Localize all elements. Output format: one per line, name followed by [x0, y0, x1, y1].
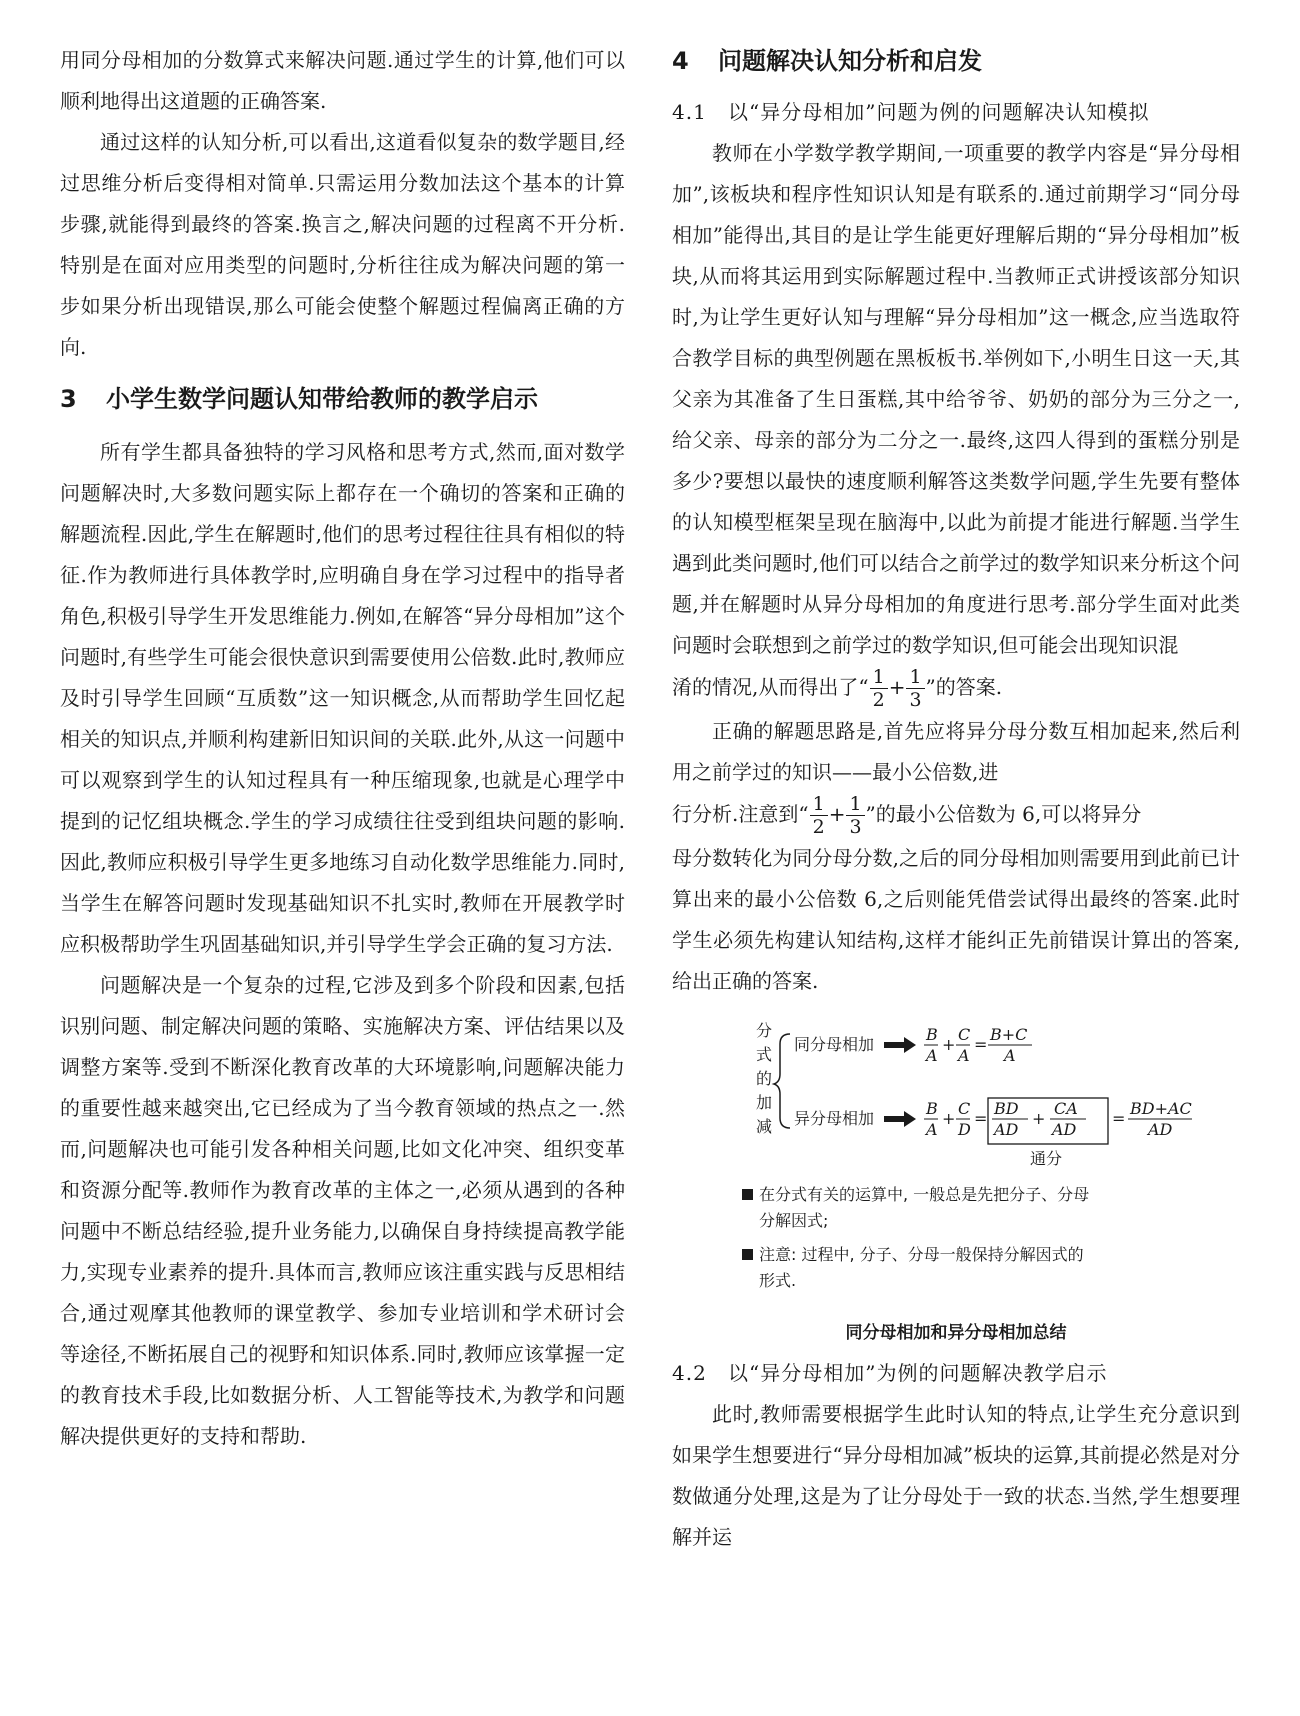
subsection-title: 以“异分母相加”为例的问题解决教学启示	[728, 1361, 1108, 1385]
side-label-char: 式	[756, 1045, 773, 1064]
tongfen-label: 通分	[1030, 1149, 1063, 1168]
side-label-char: 分	[756, 1021, 773, 1040]
row-label-same-denominator: 同分母相加	[794, 1035, 875, 1054]
denominator: AD	[1052, 1120, 1077, 1139]
brace-icon	[774, 1034, 790, 1128]
arrow-icon	[884, 1037, 916, 1053]
text-run: 行分析.注意到“	[672, 802, 809, 826]
denominator: A	[958, 1046, 970, 1065]
numerator: CA	[1054, 1099, 1078, 1118]
equals-sign: =	[1112, 1109, 1126, 1128]
denominator: 3	[849, 816, 862, 838]
numerator: BD+AC	[1130, 1099, 1192, 1118]
paragraph: 通过这样的认知分析,可以看出,这道看似复杂的数学题目,经过思维分析后变得相对简单.只需运用分数加法这个基本的计算步骤,就能得到最终的答案.换言之,解决问题的过程离不开分析.特别是在面对应用类型的问题时,分析往往成为解决问题的第一步如果分析出现错误,那么可能会使整个解题过程偏离正确的方向.	[60, 130, 625, 359]
arrow-icon	[884, 1111, 916, 1127]
plus-sign: +	[1032, 1109, 1046, 1128]
denominator: 3	[909, 689, 922, 711]
numerator: B	[926, 1099, 938, 1118]
section-title: 小学生数学问题认知带给教师的教学启示	[106, 385, 538, 413]
equals-sign: =	[974, 1109, 988, 1128]
numerator: BD	[994, 1099, 1019, 1118]
fraction	[846, 793, 864, 838]
section-heading-4	[672, 40, 1240, 82]
fraction	[810, 793, 828, 838]
section-heading-3	[60, 378, 625, 420]
figure-caption: 同分母相加和异分母相加总结	[845, 1323, 1067, 1343]
numerator: B+C	[990, 1025, 1028, 1044]
subsection-heading-4-1	[672, 94, 1240, 131]
text-run: ”的答案.	[925, 675, 1003, 699]
numerator: 1	[846, 793, 864, 816]
square-bullet-icon	[742, 1189, 753, 1200]
denominator: 2	[812, 816, 825, 838]
note-text: 在分式有关的运算中, 一般总是先把分子、分母分解因式;	[759, 1185, 1090, 1230]
side-label-char: 的	[756, 1069, 773, 1088]
paragraph: 教师在小学数学教学期间,一项重要的教学内容是“异分母相加”,该板块和程序性知识认知是有联系的.通过前期学习“同分母相加”能得出,其目的是让学生能更好理解后期的“异分母相加”板块,从而将其运用到实际解题过程中.当教师正式讲授该部分知识时,为让学生更好认知与理解“异分母相加”这一概念,应当选取符合教学目标的典型例题在黑板板书.举例如下,小明生日这一天,其父亲为其准备了生日蛋糕,其中给爷爷、奶奶的部分为三分之一,给父亲、母亲的部分为二分之一.最终,这四人得到的蛋糕分别是多少?要想以最快的速度顺利解答这类数学问题,学生先要有整体的认知模型框架呈现在脑海中,以此为前提才能进行解题.当学生遇到此类问题时,他们可以结合之前学过的数学知识来分析这个问题,并在解题时从异分母相加的角度进行思考.部分学生面对此类问题时会联想到之前学过的数学知识,但可能会出现知识混	[672, 141, 1240, 657]
denominator: A	[926, 1120, 938, 1139]
note-text: 注意: 过程中, 分子、分母一般保持分解因式的形式.	[759, 1245, 1084, 1290]
side-label-char: 加	[756, 1093, 773, 1112]
square-bullet-icon	[742, 1249, 753, 1260]
numerator: 1	[810, 793, 828, 816]
side-label-char: 减	[756, 1117, 773, 1136]
subsection-number: 4.2	[672, 1361, 707, 1385]
plus-sign: +	[888, 675, 906, 699]
fraction	[870, 666, 888, 711]
denominator: D	[958, 1120, 971, 1139]
denominator: AD	[1148, 1120, 1173, 1139]
section-number: 3	[60, 385, 77, 413]
plus-sign: +	[942, 1109, 956, 1128]
row-label-different-denominator: 异分母相加	[794, 1109, 875, 1128]
note-item	[742, 1182, 1240, 1234]
fraction	[906, 666, 924, 711]
subsection-title: 以“异分母相加”问题为例的问题解决认知模拟	[728, 100, 1150, 124]
fraction-diagram	[672, 1012, 1240, 1182]
denominator: A	[926, 1046, 938, 1065]
paragraph: 母分数转化为同分母分数,之后的同分母相加则需要用到此前已计算出来的最小公倍数 6,之后则能凭借尝试得出最终的答案.此时学生必须先构建认知结构,这样才能纠正先前错误计算出的答案,给出正确的答案.	[672, 846, 1240, 993]
denominator: AD	[994, 1120, 1019, 1139]
fraction-summary-figure	[672, 1012, 1240, 1294]
numerator: 1	[906, 666, 924, 689]
numerator: 1	[870, 666, 888, 689]
paragraph-with-fraction	[672, 793, 1240, 838]
numerator: C	[958, 1025, 971, 1044]
note-item	[742, 1242, 1240, 1294]
equation-same-denominator	[924, 1025, 1032, 1065]
section-title: 问题解决认知分析和启发	[718, 47, 982, 75]
subsection-heading-4-2	[672, 1355, 1240, 1392]
text-run: ”的最小公倍数为 6,可以将异分	[865, 802, 1142, 826]
denominator: A	[1004, 1046, 1016, 1065]
paragraph: 此时,教师需要根据学生此时认知的特点,让学生充分意识到如果学生想要进行“异分母相加减”板块的运算,其前提必然是对分数做通分处理,这是为了让分母处于一致的状态.当然,学生想要理解并运	[672, 1402, 1240, 1549]
plus-sign: +	[942, 1035, 956, 1054]
subsection-number: 4.1	[672, 100, 707, 124]
right-column	[672, 40, 1240, 1558]
paragraph: 问题解决是一个复杂的过程,它涉及到多个阶段和因素,包括识别问题、制定解决问题的策略、实施解决方案、评估结果以及调整方案等.受到不断深化教育改革的大环境影响,问题解决能力的重要性越来越突出,它已经成为了当今教育领域的热点之一.然而,问题解决也可能引发各种相关问题,比如文化冲突、组织变革和资源分配等.教师作为教育改革的主体之一,必须从遇到的各种问题中不断总结经验,提升业务能力,以确保自身持续提高教学能力,实现专业素养的提升.具体而言,教师应该注重实践与反思相结合,通过观摩其他教师的课堂教学、参加专业培训和学术研讨会等途径,不断拓展自己的视野和知识体系.同时,教师应该掌握一定的教育技术手段,比如数据分析、人工智能等技术,为教学和问题解决提供更好的支持和帮助.	[60, 973, 625, 1448]
denominator: 2	[872, 689, 885, 711]
paragraph: 用同分母相加的分数算式来解决问题.通过学生的计算,他们可以顺利地得出这道题的正确答案.	[60, 48, 625, 113]
paragraph: 所有学生都具备独特的学习风格和思考方式,然而,面对数学问题解决时,大多数问题实际上都存在一个确切的答案和正确的解题流程.因此,学生在解题时,他们的思考过程往往具有相似的特征.作为教师进行具体教学时,应明确自身在学习过程中的指导者角色,积极引导学生开发思维能力.例如,在解答“异分母相加”这个问题时,有些学生可能会很快意识到需要使用公倍数.此时,教师应及时引导学生回顾“互质数”这一知识概念,从而帮助学生回忆起相关的知识点,并顺利构建新旧知识间的关联.此外,从这一问题中可以观察到学生的认知过程具有一种压缩现象,也就是心理学中提到的记忆组块概念.学生的学习成绩往往受到组块问题的影响.因此,教师应积极引导学生更多地练习自动化数学思维能力.同时,当学生在解答问题时发现基础知识不扎实时,教师在开展教学时应积极帮助学生巩固基础知识,并引导学生学会正确的复习方法.	[60, 440, 625, 956]
left-column	[60, 40, 625, 1457]
equation-different-denominator	[924, 1098, 1192, 1144]
paragraph: 正确的解题思路是,首先应将异分母分数互相加起来,然后利用之前学过的知识——最小公倍数,进	[672, 719, 1240, 784]
section-number: 4	[672, 47, 689, 75]
numerator: B	[926, 1025, 938, 1044]
text-run: 淆的情况,从而得出了“	[672, 675, 869, 699]
plus-sign: +	[828, 802, 846, 826]
paragraph-with-fraction	[672, 666, 1240, 711]
numerator: C	[958, 1099, 971, 1118]
equals-sign: =	[974, 1035, 988, 1054]
figure-notes	[672, 1182, 1240, 1294]
